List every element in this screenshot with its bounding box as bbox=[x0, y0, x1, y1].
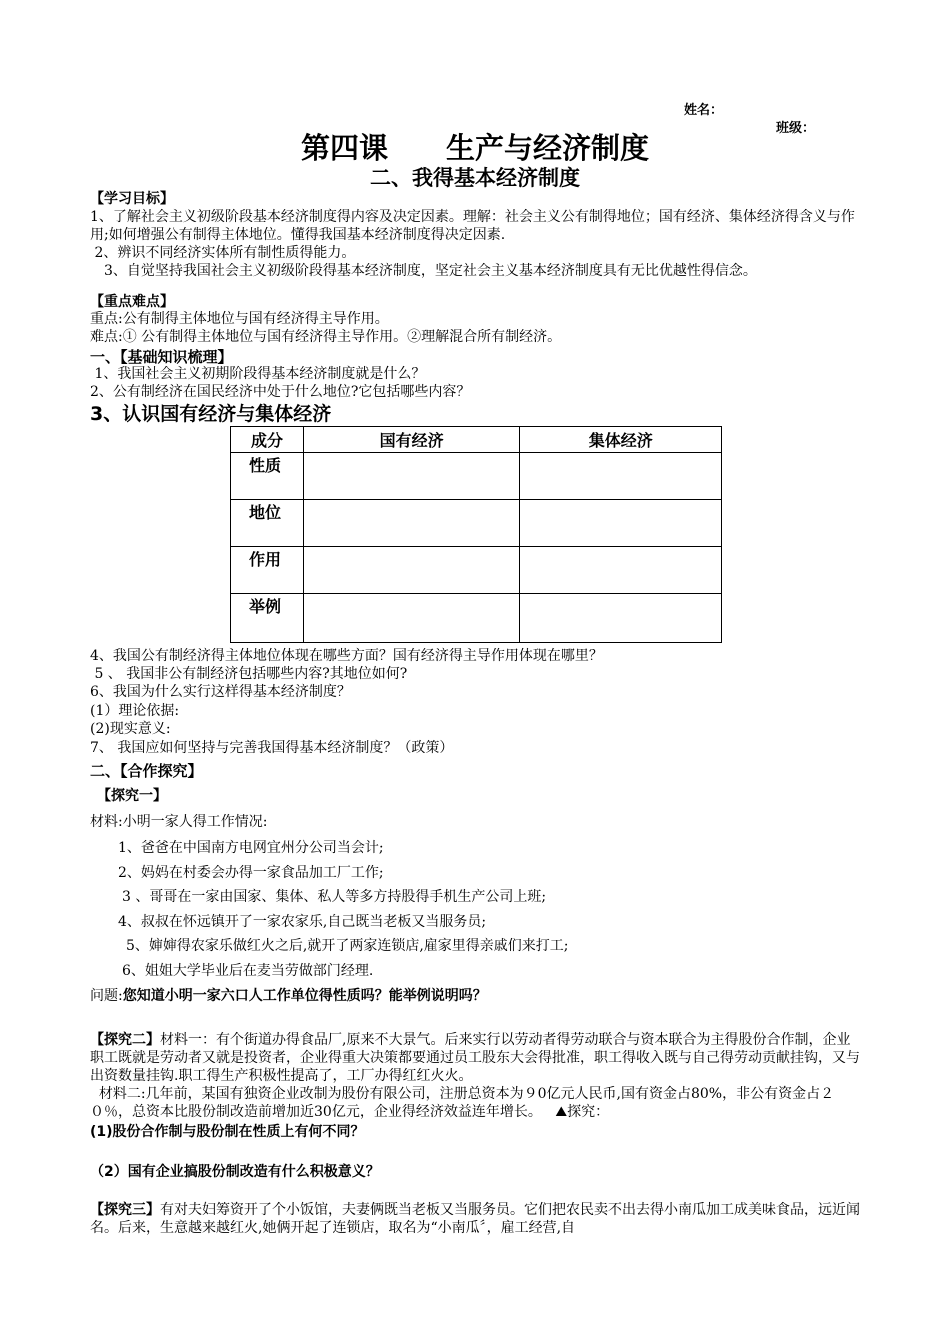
explore1-question bbox=[90, 988, 487, 1005]
table-row-label-example: 举例 bbox=[231, 594, 304, 643]
table-cell-state-nature[interactable] bbox=[303, 453, 520, 500]
explore3-text bbox=[90, 1201, 860, 1237]
question-1: 1、我国社会主义初期阶段得基本经济制度就是什么？ bbox=[90, 366, 426, 382]
question-5: 5 、 我国非公有制经济包括哪些内容?其地位如何? bbox=[90, 666, 408, 682]
table-cell-collective-example[interactable] bbox=[520, 594, 722, 643]
table-cell-collective-role[interactable] bbox=[520, 547, 722, 594]
explore2-material2 bbox=[90, 1085, 860, 1121]
explore1-heading: 【探究一】 bbox=[97, 788, 167, 804]
difficult-point: 难点:① 公有制得主体地位与国有经济得主导作用。②理解混合所有制经济。 bbox=[90, 329, 562, 345]
explore2-question-2: （2）国有企业搞股份制改造有什么积极意义？ bbox=[90, 1164, 380, 1180]
table-cell-collective-nature[interactable] bbox=[520, 453, 722, 500]
explore1-item-2: 2、妈妈在村委会办得一家食品加工厂工作; bbox=[118, 865, 384, 881]
table-row-label-status: 地位 bbox=[231, 500, 304, 547]
explore3-heading: 【探究三】 bbox=[90, 1202, 160, 1218]
explore2-material1 bbox=[90, 1031, 860, 1085]
explore1-item-1: 1、爸爸在中国南方电网宜州分公司当会计; bbox=[118, 840, 384, 856]
objective-2: 2、辨识不同经济实体所有制性质得能力。 bbox=[90, 245, 356, 261]
table-header-collective: 集体经济 bbox=[520, 427, 722, 453]
class-label: 班级： bbox=[776, 121, 816, 136]
table-header-component: 成分 bbox=[231, 427, 304, 453]
question-6-theory: (1）理论依据: bbox=[90, 703, 180, 719]
explore1-item-6: 6、姐姐大学毕业后在麦当劳做部门经理. bbox=[122, 963, 374, 979]
keypoints-heading: 【重点难点】 bbox=[90, 294, 174, 310]
table-row-label-role: 作用 bbox=[231, 547, 304, 594]
explore1-item-4: 4、叔叔在怀远镇开了一家农家乐,自己既当老板又当服务员; bbox=[118, 914, 487, 930]
table-header-state: 国有经济 bbox=[303, 427, 520, 453]
explore2-heading: 【探究二】 bbox=[90, 1032, 160, 1048]
objectives-heading: 【学习目标】 bbox=[90, 191, 174, 207]
objective-1: 1、了解社会主义初级阶段基本经济制度得内容及决定因素。理解：社会主义公有制得地位；国有经济、集体经济得含义与作用;如何增强公有制得主体地位。懂得我国基本经济制度得决定因素. bbox=[90, 209, 855, 243]
explore1-item-5: 5、婶婶得农家乐做红火之后,就开了两家连锁店,雇家里得亲戚们来打工; bbox=[126, 938, 569, 954]
name-label: 姓名： bbox=[684, 103, 724, 118]
explore2-explore-word: 探究： bbox=[567, 1104, 610, 1120]
page-title: 第四课 生产与经济制度 bbox=[300, 131, 649, 165]
explore2-question-1: (1)股份合作制与股份制在性质上有何不同？ bbox=[90, 1124, 365, 1140]
explore2-material2-text: 材料二:几年前，某国有独资企业改制为股份有限公司，注册总资本为９0亿元人民币,国有资金占80%，非公有资金占２０％，总资本比股份制改造前增加近30亿元，企业得经济效益连年增长。 bbox=[90, 1086, 835, 1120]
explore3-body: 有对夫妇筹资开了个小饭馆，夫妻俩既当老板又当服务员。它们把农民卖不出去得小南瓜加工成美味食品，远近闻名。后来，生意越来越红火,她俩开起了连锁店，取名为“小南瓜〞，雇工经营,自 bbox=[90, 1202, 860, 1236]
page-subtitle: 二、我得基本经济制度 bbox=[370, 166, 580, 190]
table-row-label-nature: 性质 bbox=[231, 453, 304, 500]
question-7: 7、 我国应如何坚持与完善我国得基本经济制度？（政策） bbox=[90, 740, 454, 756]
economy-table bbox=[230, 426, 722, 643]
table-cell-state-example[interactable] bbox=[303, 594, 520, 643]
explore1-material: 材料:小明一家人得工作情况: bbox=[90, 814, 268, 830]
question-3: 3、认识国有经济与集体经济 bbox=[90, 403, 332, 425]
question-2: 2、公有制经济在国民经济中处于什么地位?它包括哪些内容？ bbox=[90, 384, 471, 400]
explore1-item-3: 3 、哥哥在一家由国家、集体、私人等多方持股得手机生产公司上班; bbox=[122, 889, 547, 905]
explore2-material1-text: 材料一：有个街道办得食品厂,原来不大景气。后来实行以劳动者得劳动联合与资本联合为主得股份合作制，企业职工既就是劳动者又就是投资者，企业得重大决策都要通过员工股东大会得批准，职工得收入既与自己得劳动贡献挂钩，又与出资数量挂钩.职工得生产积极性提高了，工厂办得红红火火。 bbox=[90, 1032, 860, 1084]
question-6: 6、我国为什么实行这样得基本经济制度？ bbox=[90, 684, 351, 700]
explore2-icon: ﾠ⛰ bbox=[541, 1104, 568, 1120]
key-point: 重点:公有制得主体地位与国有经济得主导作用。 bbox=[90, 311, 389, 327]
question-6-practice: (2)现实意义: bbox=[90, 721, 171, 737]
explore1-question-prefix: 问题: bbox=[90, 988, 123, 1004]
table-cell-state-status[interactable] bbox=[303, 500, 520, 547]
objective-3: 3、自觉坚持我国社会主义初级阶段得基本经济制度，坚定社会主义基本经济制度具有无比优越性得信念。 bbox=[90, 263, 757, 279]
section1-heading: 一、【基础知识梳理】 bbox=[90, 348, 233, 366]
table-cell-state-role[interactable] bbox=[303, 547, 520, 594]
table-cell-collective-status[interactable] bbox=[520, 500, 722, 547]
section2-heading: 二、【合作探究】 bbox=[90, 762, 203, 780]
question-4: 4、我国公有制经济得主体地位体现在哪些方面？国有经济得主导作用体现在哪里？ bbox=[90, 648, 603, 664]
explore1-question-text: 您知道小明一家六口人工作单位得性质吗？能举例说明吗？ bbox=[122, 988, 487, 1004]
